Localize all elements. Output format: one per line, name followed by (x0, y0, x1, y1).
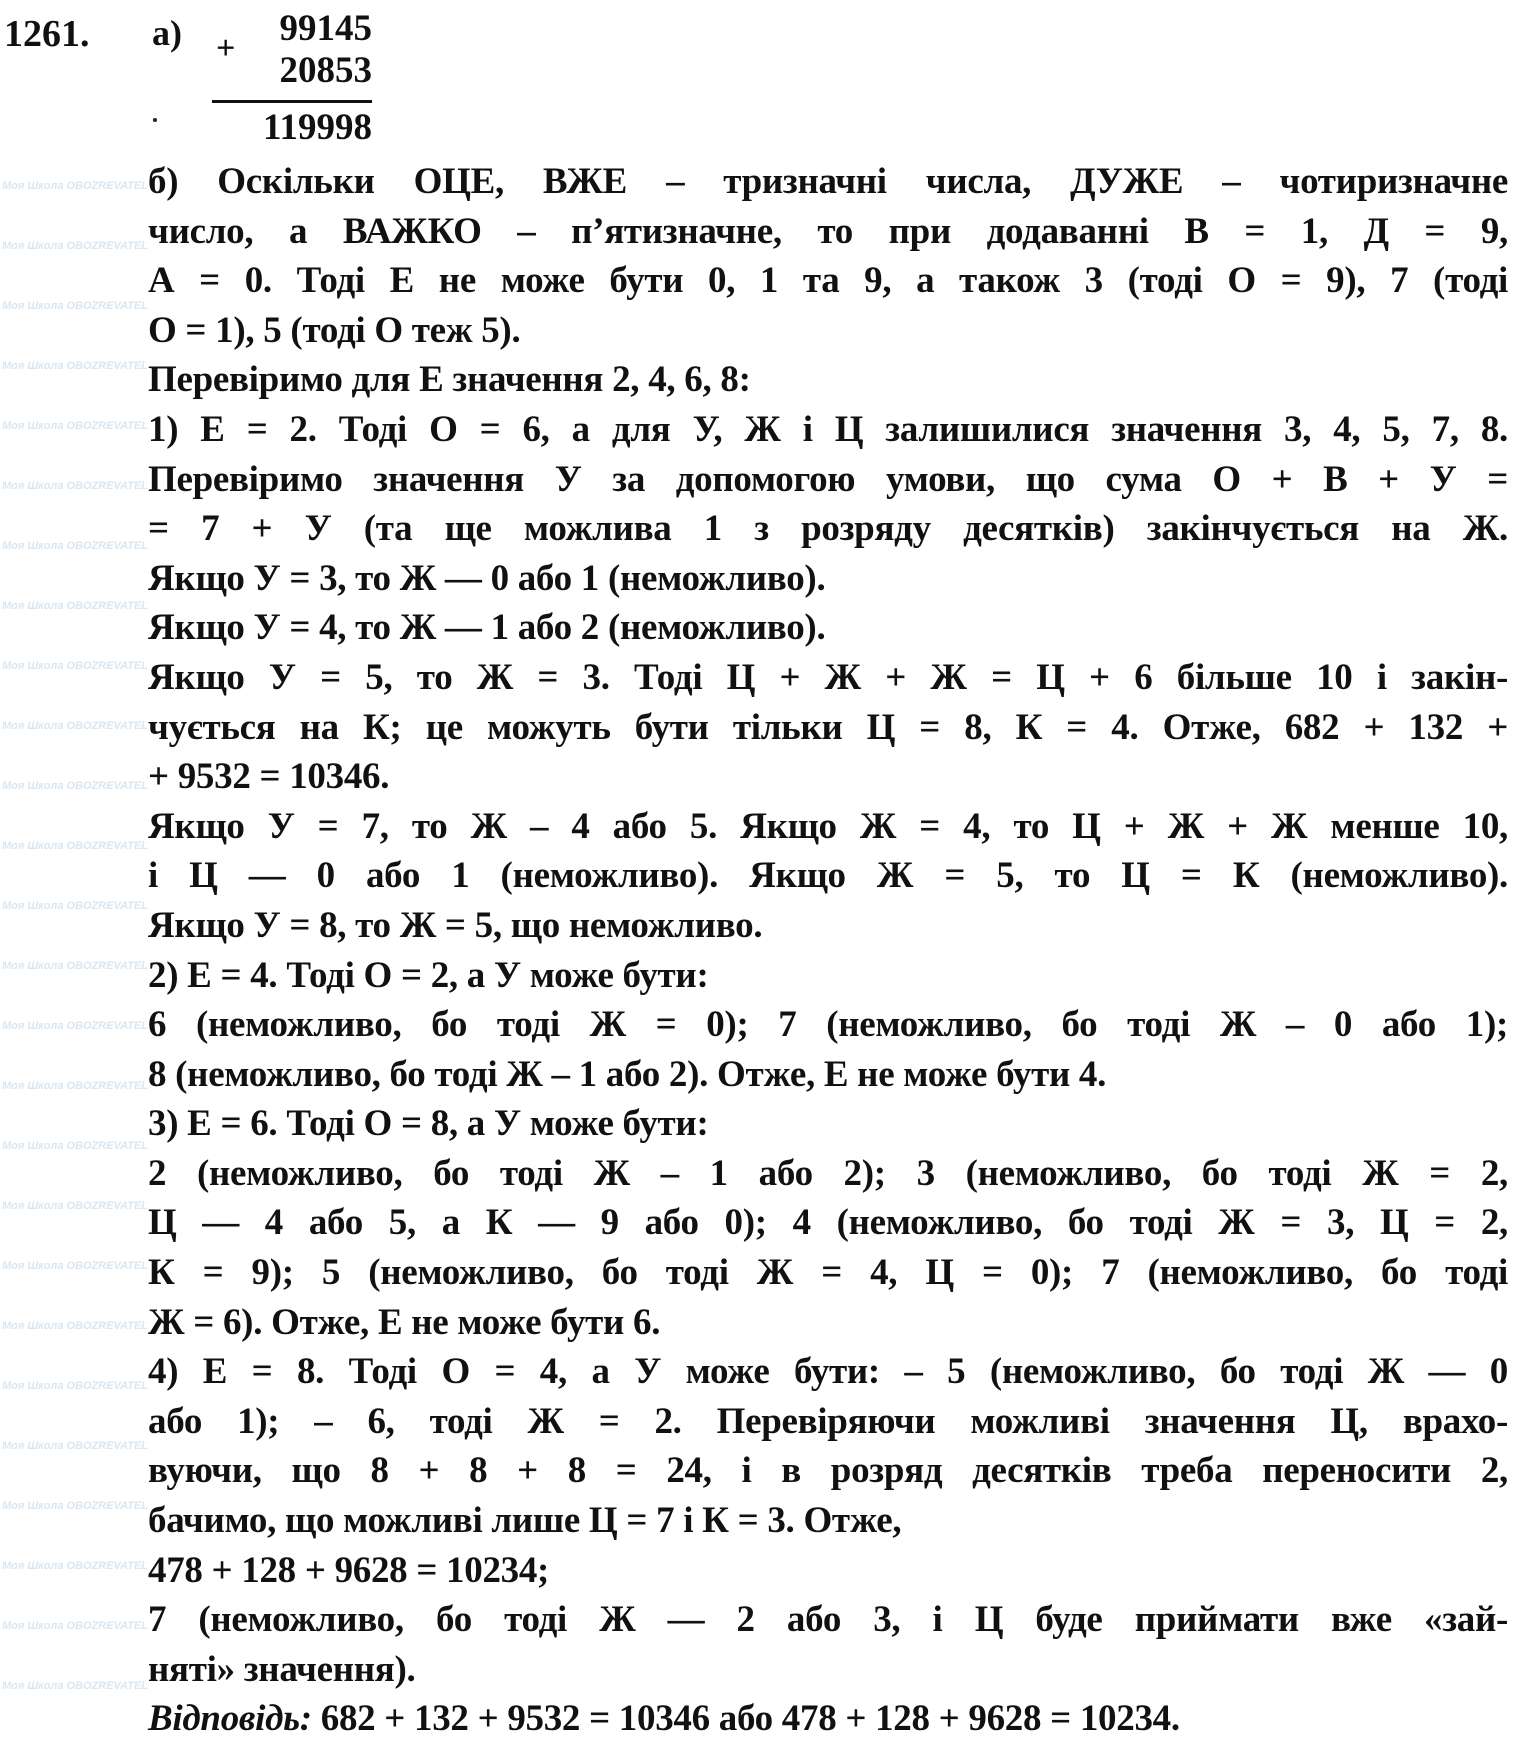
stray-dot (153, 118, 157, 122)
text-line: 8 (неможливо, бо тоді Ж – 1 або 2). Отже, Е не може бути 4. (148, 1053, 1107, 1095)
watermark: Моя Школа OBOZREVATEL (2, 1020, 148, 1032)
text-line: бачимо, що можливі лише Ц = 7 і К = 3. Отже, (148, 1500, 902, 1542)
watermark: Моя Школа OBOZREVATEL (2, 1560, 148, 1572)
watermark: Моя Школа OBOZREVATEL (2, 420, 148, 432)
text-line: Якщо У = 5, то Ж = 3. Тоді Ц + Ж + Ж = Ц + 6 більше 10 і закін- (148, 656, 1508, 698)
text-line: чується на К; це можуть бути тільки Ц = 8, К = 4. Отже, 682 + 132 + (148, 706, 1508, 748)
text-line: 2) Е = 4. Тоді О = 2, а У може бути: (148, 954, 709, 996)
watermark: Моя Школа OBOZREVATEL (2, 1080, 148, 1092)
text-line: число, а ВАЖКО – п’ятизначне, то при додаванні В = 1, Д = 9, (148, 210, 1508, 252)
text-line: 478 + 128 + 9628 = 10234; (148, 1549, 550, 1591)
text-line: Якщо У = 3, то Ж — 0 або 1 (неможливо). (148, 557, 826, 599)
watermark: Моя Школа OBOZREVATEL (2, 1260, 148, 1272)
text-line: Якщо У = 8, то Ж = 5, що неможливо. (148, 904, 763, 946)
watermark: Моя Школа OBOZREVATEL (2, 1140, 148, 1152)
text-line: Ж = 6). Отже, Е не може бути 6. (148, 1301, 661, 1343)
watermark: Моя Школа OBOZREVATEL (2, 480, 148, 492)
answer-line (148, 1694, 1508, 1744)
text-line: = 7 + У (та ще можлива 1 з розряду десятків) закінчується на Ж. (148, 508, 1508, 550)
text-line: 2 (неможливо, бо тоді Ж – 1 або 2); 3 (неможливо, бо тоді Ж = 2, (148, 1152, 1508, 1194)
text-line: 7 (неможливо, бо тоді Ж — 2 або 3, і Ц буде приймати вже «зай- (148, 1599, 1508, 1641)
addend-1: 99145 (279, 8, 372, 49)
watermark: Моя Школа OBOZREVATEL (2, 360, 148, 372)
watermark: Моя Школа OBOZREVATEL (2, 300, 148, 312)
watermark: Моя Школа OBOZREVATEL (2, 1620, 148, 1632)
text-line: Перевіримо для Е значення 2, 4, 6, 8: (148, 359, 751, 401)
text-line: 6 (неможливо, бо тоді Ж = 0); 7 (неможливо, бо тоді Ж – 0 або 1); (148, 1004, 1508, 1046)
watermark: Моя Школа OBOZREVATEL (2, 1200, 148, 1212)
text-line: Якщо У = 4, то Ж — 1 або 2 (неможливо). (148, 607, 826, 649)
text-line: або 1); – 6, тоді Ж = 2. Перевіряючи можливі значення Ц, врахо- (148, 1400, 1508, 1442)
watermark: Моя Школа OBOZREVATEL (2, 1680, 148, 1692)
text-line: б) Оскільки ОЦЕ, ВЖЕ – тризначні числа, ДУЖЕ – чотиризначне (148, 161, 1508, 202)
plus-sign: + (216, 30, 236, 67)
watermark: Моя Школа OBOZREVATEL (2, 1440, 148, 1452)
text-line: К = 9); 5 (неможливо, бо тоді Ж = 4, Ц = 0); 7 (неможливо, бо тоді (148, 1252, 1508, 1294)
answer-text: 682 + 132 + 9532 = 10346 або 478 + 128 + 9628 = 10234. (311, 1698, 1180, 1740)
text-line: Якщо У = 7, то Ж – 4 або 5. Якщо Ж = 4, то Ц + Ж + Ж менше 10, (148, 805, 1508, 847)
text-line: + 9532 = 10346. (148, 756, 390, 798)
watermark: Моя Школа OBOZREVATEL (2, 1320, 148, 1332)
text-line: вуючи, що 8 + 8 + 8 = 24, і в розряд десятків треба переносити 2, (148, 1450, 1508, 1492)
watermark: Моя Школа OBOZREVATEL (2, 1380, 148, 1392)
solution-text (148, 157, 1508, 1744)
text-line: 3) Е = 6. Тоді О = 8, а У може бути: (148, 1103, 709, 1145)
text-line: Перевіримо значення У за допомогою умови, що сума О + В + У = (148, 458, 1508, 500)
watermark: Моя Школа OBOZREVATEL (2, 960, 148, 972)
part-a-label: а) (152, 13, 182, 53)
watermark-layer (0, 0, 148, 1755)
text-line: 1) Е = 2. Тоді О = 6, а для У, Ж і Ц залишилися значення 3, 4, 5, 7, 8. (148, 408, 1508, 450)
watermark: Моя Школа OBOZREVATEL (2, 180, 148, 192)
text-line: О = 1), 5 (тоді О теж 5). (148, 309, 521, 351)
watermark: Моя Школа OBOZREVATEL (2, 780, 148, 792)
text-line: А = 0. Тоді Е не може бути 0, 1 та 9, а також 3 (тоді О = 9), 7 (тоді (148, 260, 1508, 302)
sum-line (212, 100, 372, 103)
text-line: 4) Е = 8. Тоді О = 4, а У може бути: – 5 (неможливо, бо тоді Ж — 0 (148, 1351, 1508, 1393)
problem-number: 1261. (4, 13, 90, 55)
text-line: Ц — 4 або 5, а К — 9 або 0); 4 (неможливо, бо тоді Ж = 3, Ц = 2, (148, 1202, 1508, 1244)
sum-result: 119998 (263, 107, 372, 148)
answer-label: Відповідь: (148, 1698, 312, 1740)
watermark: Моя Школа OBOZREVATEL (2, 600, 148, 612)
watermark: Моя Школа OBOZREVATEL (2, 720, 148, 732)
addend-2: 20853 (279, 50, 372, 91)
watermark: Моя Школа OBOZREVATEL (2, 1500, 148, 1512)
text-line: і Ц — 0 або 1 (неможливо). Якщо Ж = 5, то Ц = К (неможливо). (148, 855, 1508, 897)
watermark: Моя Школа OBOZREVATEL (2, 240, 148, 252)
column-addition (216, 8, 372, 149)
watermark: Моя Школа OBOZREVATEL (2, 540, 148, 552)
watermark: Моя Школа OBOZREVATEL (2, 900, 148, 912)
watermark: Моя Школа OBOZREVATEL (2, 660, 148, 672)
watermark: Моя Школа OBOZREVATEL (2, 840, 148, 852)
text-line: няті» значення). (148, 1648, 416, 1690)
